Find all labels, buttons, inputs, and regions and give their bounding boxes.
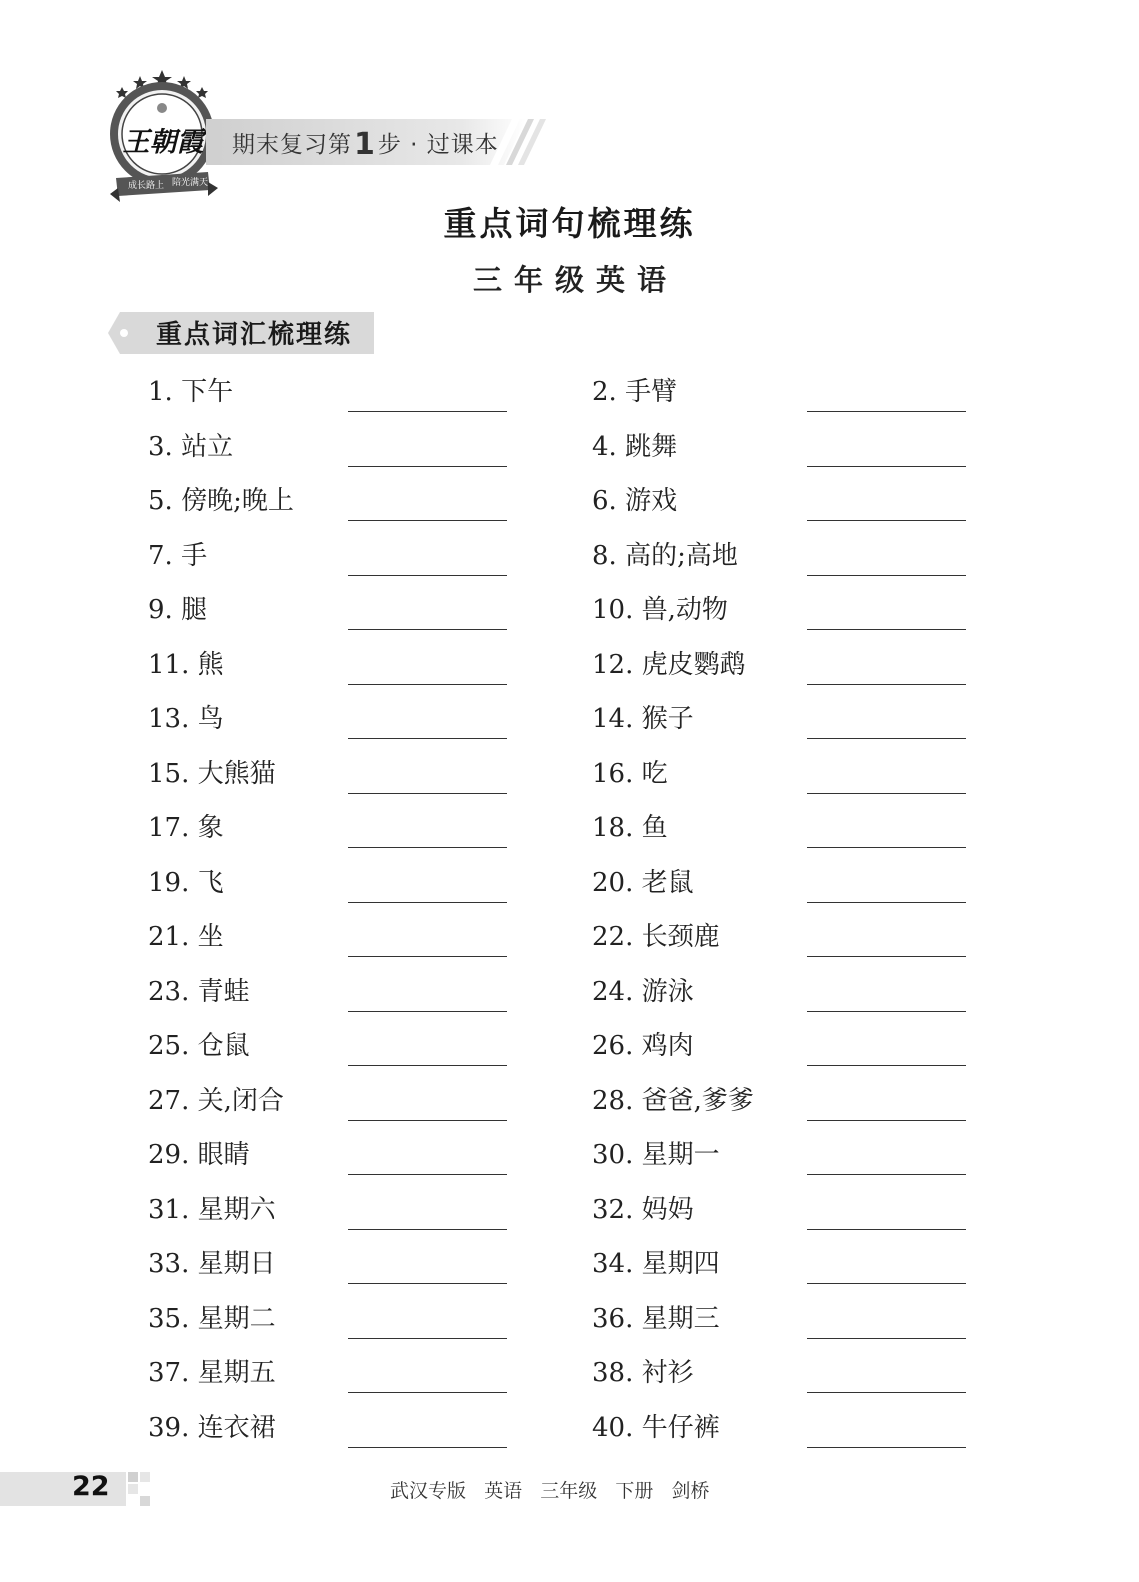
vocab-item-label: 38. 衬衫 <box>592 1358 694 1388</box>
answer-line[interactable] <box>348 520 507 521</box>
vocab-item <box>148 1026 507 1066</box>
vocab-item-label: 18. 鱼 <box>592 813 668 843</box>
answer-line[interactable] <box>807 738 966 739</box>
vocab-item-label: 30. 星期一 <box>592 1140 720 1170</box>
vocab-item-label: 13. 鸟 <box>148 704 224 734</box>
answer-line[interactable] <box>348 1447 507 1448</box>
vocab-item-label: 9. 腿 <box>148 595 208 625</box>
vocab-item <box>148 1135 507 1175</box>
vocab-item-label: 27. 关,闭合 <box>148 1085 284 1116</box>
answer-line[interactable] <box>348 684 507 685</box>
vocab-item <box>148 372 507 412</box>
banner-prefix: 期末复习第 <box>232 132 352 158</box>
answer-line[interactable] <box>807 1283 966 1284</box>
vocab-item-label: 17. 象 <box>148 813 224 843</box>
banner-suffix: 步 · 过课本 <box>377 132 499 158</box>
vocab-item <box>148 808 507 848</box>
vocab-item <box>148 1353 507 1393</box>
vocab-item-label: 22. 长颈鹿 <box>592 922 720 952</box>
vocab-item <box>592 1026 966 1066</box>
answer-line[interactable] <box>807 1065 966 1066</box>
vocab-item <box>148 863 507 903</box>
vocab-item <box>592 481 966 521</box>
vocab-item-label: 6. 游戏 <box>592 486 678 516</box>
answer-line[interactable] <box>807 684 966 685</box>
section-title: 重点词汇梳理练 <box>156 320 353 350</box>
answer-line[interactable] <box>807 793 966 794</box>
vocab-item-label: 21. 坐 <box>148 922 224 952</box>
vocab-item <box>592 536 966 576</box>
vocab-item <box>592 917 966 957</box>
vocab-item-label: 40. 牛仔裤 <box>592 1412 720 1443</box>
vocab-item-label: 37. 星期五 <box>148 1358 276 1388</box>
vocab-item <box>148 1408 507 1448</box>
vocab-item-label: 39. 连衣裙 <box>148 1412 276 1443</box>
vocab-item <box>592 1190 966 1230</box>
vocab-item-label: 33. 星期日 <box>148 1249 276 1279</box>
page-number: 22 <box>72 1471 110 1502</box>
vocab-item <box>592 1299 966 1339</box>
answer-line[interactable] <box>348 738 507 739</box>
answer-line[interactable] <box>807 847 966 848</box>
vocab-item-label: 15. 大熊猫 <box>148 758 276 789</box>
answer-line[interactable] <box>348 1392 507 1393</box>
vocab-item <box>148 972 507 1012</box>
vocab-item <box>148 1299 507 1339</box>
vocab-item-label: 10. 兽,动物 <box>592 595 728 625</box>
vocab-item <box>592 972 966 1012</box>
vocab-item <box>592 372 966 412</box>
vocab-item <box>592 1353 966 1393</box>
answer-line[interactable] <box>348 629 507 630</box>
answer-line[interactable] <box>807 1229 966 1230</box>
answer-line[interactable] <box>348 1120 507 1121</box>
vocab-item-label: 36. 星期三 <box>592 1303 720 1334</box>
page-subtitle: 三年级英语 <box>472 263 678 297</box>
vocab-item-label: 14. 猴子 <box>592 704 694 734</box>
vocab-item-label: 32. 妈妈 <box>592 1194 694 1225</box>
vocab-item-label: 16. 吃 <box>592 758 668 789</box>
vocab-item-label: 25. 仓鼠 <box>148 1031 250 1061</box>
answer-line[interactable] <box>807 1120 966 1121</box>
logo-slogan-left: 成长路上 <box>128 181 165 191</box>
footer-info: 武汉专版 英语 三年级 下册 剑桥 <box>390 1480 710 1502</box>
vocab-item <box>592 1081 966 1121</box>
answer-line[interactable] <box>348 1283 507 1284</box>
vocab-item-label: 19. 飞 <box>148 867 224 898</box>
vocab-item <box>592 427 966 467</box>
vocab-item-label: 3. 站立 <box>148 431 234 462</box>
vocab-item-label: 20. 老鼠 <box>592 867 694 898</box>
vocab-item <box>148 1244 507 1284</box>
answer-line[interactable] <box>348 411 507 412</box>
vocab-item <box>592 1408 966 1448</box>
vocab-item-label: 1. 下午 <box>148 377 234 407</box>
answer-line[interactable] <box>348 1229 507 1230</box>
vocab-item <box>148 481 507 521</box>
answer-line[interactable] <box>348 1011 507 1012</box>
vocab-item-label: 8. 高的;高地 <box>592 540 738 571</box>
vocab-item-label: 34. 星期四 <box>592 1249 720 1279</box>
vocab-item <box>148 1190 507 1230</box>
answer-line[interactable] <box>807 902 966 903</box>
answer-line[interactable] <box>348 1338 507 1339</box>
vocab-item-label: 28. 爸爸,爹爹 <box>592 1085 754 1116</box>
answer-line[interactable] <box>348 575 507 576</box>
vocab-item-label: 5. 傍晚;晚上 <box>148 486 294 516</box>
banner-step-number: 1 <box>354 127 376 162</box>
answer-line[interactable] <box>807 411 966 412</box>
answer-line[interactable] <box>807 1174 966 1175</box>
vocab-item <box>592 808 966 848</box>
vocab-item <box>592 1135 966 1175</box>
answer-line[interactable] <box>807 520 966 521</box>
answer-line[interactable] <box>807 629 966 630</box>
page-title: 重点词句梳理练 <box>443 204 696 243</box>
vocab-item-label: 24. 游泳 <box>592 976 694 1007</box>
vocab-item <box>148 1081 507 1121</box>
vocab-item-label: 23. 青蛙 <box>148 976 250 1007</box>
answer-line[interactable] <box>348 902 507 903</box>
vocab-item <box>148 754 507 794</box>
vocab-item-label: 4. 跳舞 <box>592 431 678 462</box>
answer-line[interactable] <box>807 1392 966 1393</box>
vocab-item-label: 31. 星期六 <box>148 1194 276 1225</box>
answer-line[interactable] <box>807 1011 966 1012</box>
answer-line[interactable] <box>348 1174 507 1175</box>
answer-line[interactable] <box>807 466 966 467</box>
vocab-item <box>592 863 966 903</box>
vocab-item-label: 35. 星期二 <box>148 1303 276 1334</box>
vocab-item <box>148 645 507 685</box>
vocab-item <box>592 699 966 739</box>
logo-brand-text: 王朝霞 <box>122 127 204 158</box>
vocab-item-label: 26. 鸡肉 <box>592 1031 694 1061</box>
answer-line[interactable] <box>348 956 507 957</box>
vocab-item-label: 29. 眼睛 <box>148 1140 250 1170</box>
answer-line[interactable] <box>807 1338 966 1339</box>
vocab-item-label: 2. 手臂 <box>592 377 678 407</box>
vocab-item <box>148 536 507 576</box>
vocab-item-label: 12. 虎皮鹦鹉 <box>592 649 746 680</box>
vocab-item <box>148 590 507 630</box>
answer-line[interactable] <box>348 793 507 794</box>
vocab-item <box>592 645 966 685</box>
vocab-item-label: 7. 手 <box>148 540 208 571</box>
vocab-item <box>592 1244 966 1284</box>
logo-slogan-right: 陪光满天 <box>172 178 209 188</box>
answer-line[interactable] <box>807 956 966 957</box>
answer-line[interactable] <box>348 1065 507 1066</box>
vocab-item-label: 11. 熊 <box>148 649 224 680</box>
vocab-item <box>148 917 507 957</box>
answer-line[interactable] <box>348 847 507 848</box>
answer-line[interactable] <box>807 1447 966 1448</box>
vocab-item <box>148 699 507 739</box>
vocab-item <box>592 754 966 794</box>
answer-line[interactable] <box>348 466 507 467</box>
answer-line[interactable] <box>807 575 966 576</box>
vocab-item <box>148 427 507 467</box>
banner-text <box>232 126 499 162</box>
vocab-item <box>592 590 966 630</box>
